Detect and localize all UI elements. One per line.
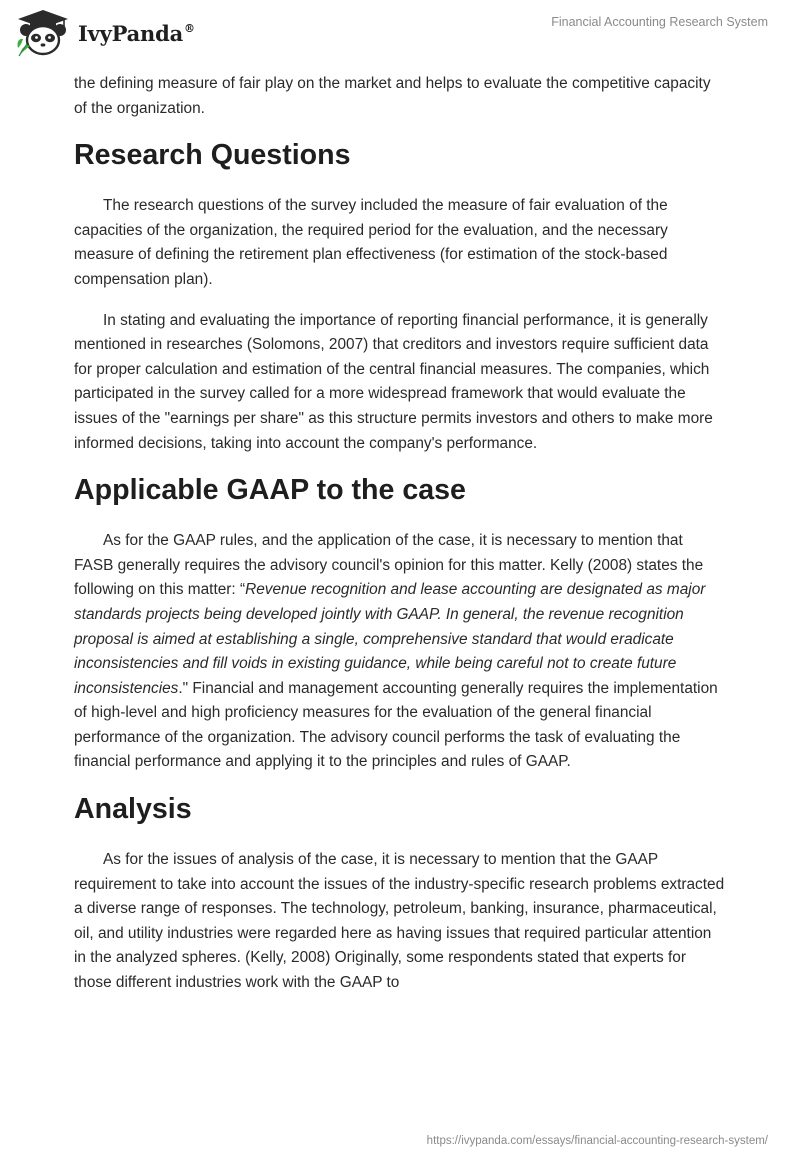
heading-applicable-gaap: Applicable GAAP to the case [74, 474, 466, 507]
logo-name: IvyPanda [78, 20, 184, 46]
page-header [0, 0, 800, 70]
gaap-text-before-quote: As for the GAAP rules, and the application of the case, it is necessary to mention that FASB generally requires the advisory council's opinion for this matter. Kelly (2008) states the following on this matter: “ [74, 532, 704, 599]
logo-wordmark [78, 21, 195, 46]
kelly-quote: Revenue recognition and lease accounting are designated as major standards projects being developed jointly with GAAP. In general, the revenue recognition proposal is aimed at establishing a single, comprehensive standard that would eradicate inconsistencies and fill voids in existing guidance, while being careful not to create future inconsistencies [74, 581, 706, 697]
ivypanda-logo[interactable] [14, 8, 195, 58]
panda-graduate-icon [14, 8, 72, 58]
gaap-text-after-quote: ." Financial and management accounting generally requires the implementation of high-level and high proficiency measures for the evaluation of the general financial performance of the organization. The advisory council performs the task of evaluating the financial performance and applying it to the principles and rules of GAAP. [74, 679, 718, 771]
research-paragraph-1: The research questions of the survey included the measure of fair evaluation of the capacities of the organization, the required period for the evaluation, and the necessary measure of defining the retirement plan effectiveness (for estimation of the stock-based compensation plan). [74, 197, 668, 288]
heading-research-questions: Research Questions [74, 139, 351, 172]
essay-content [74, 72, 726, 1012]
source-url[interactable]: https://ivypanda.com/essays/financial-accounting-research-system/ [426, 1135, 768, 1147]
registered-mark: ® [184, 21, 195, 35]
heading-analysis: Analysis [74, 793, 192, 826]
analysis-paragraph-1: As for the issues of analysis of the case, it is necessary to mention that the GAAP requirement to take into account the issues of the industry-specific research problems extracted a diverse range of responses. The technology, petroleum, banking, insurance, pharmaceutical, oil, and utility industries were regarded here as having issues that required particular attention in the analyzed spheres. (Kelly, 2008) Originally, some respondents stated that experts for those different industries work with the GAAP to [74, 851, 725, 992]
document-title: Financial Accounting Research System [551, 15, 768, 29]
intro-continuation-paragraph: the defining measure of fair play on the market and helps to evaluate the competitive capacity of the organization. [74, 75, 711, 117]
gaap-paragraph-1 [74, 529, 726, 775]
research-paragraph-2: In stating and evaluating the importance of reporting financial performance, it is generally mentioned in researches (Solomons, 2007) that creditors and investors require sufficient data for proper calculation and estimation of the central financial measures. The companies, which participated in the survey called for a more widespread framework that would evaluate the issues of the "earnings per share" as this structure permits investors and others to make more informed decisions, taking into account the company's performance. [74, 311, 713, 452]
